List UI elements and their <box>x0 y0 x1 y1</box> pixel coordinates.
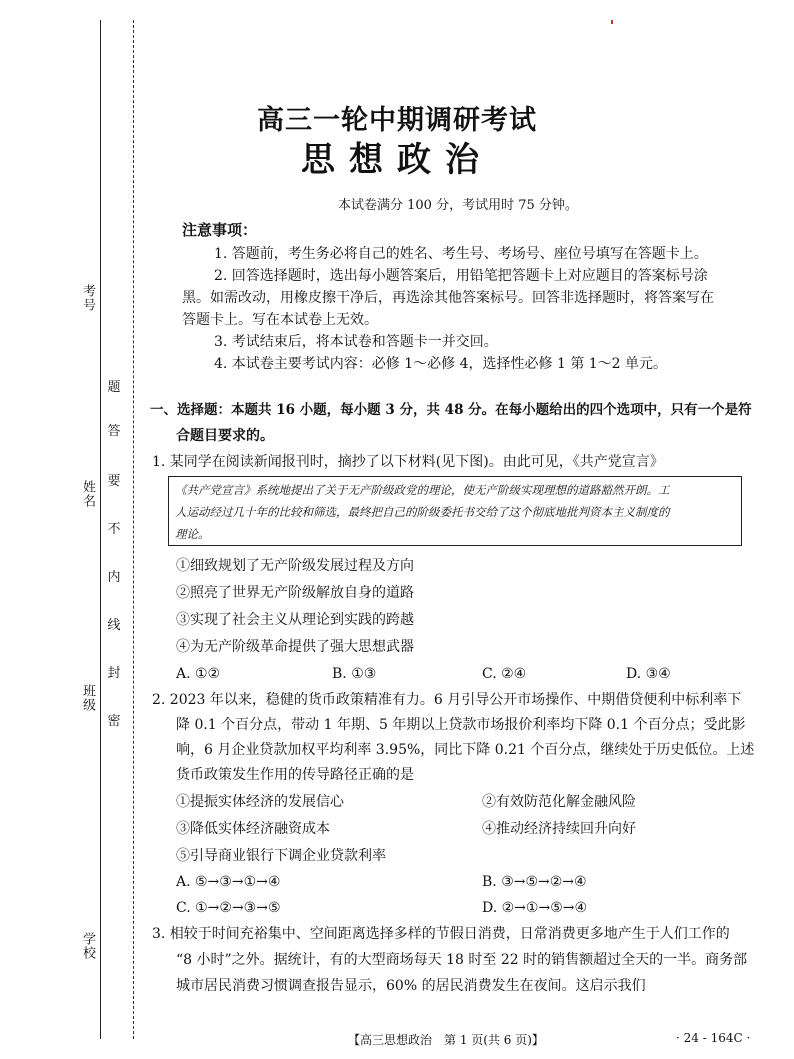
seal-char: 题 <box>107 380 121 395</box>
section-heading-cont: 合题目要求的。 <box>176 428 274 444</box>
q2-stem: 2. 2023 年以来，稳健的货币政策精准有力。6 月引导公开市场操作、中期借贷便利中标利率下 <box>152 692 742 708</box>
subject-title: 思想政治 <box>301 140 493 180</box>
q1-item: ④为无产阶级革命提供了强大思想武器 <box>176 639 414 655</box>
q2-item: ④推动经济持续回升向好 <box>482 821 636 837</box>
q3-stem: “8 小时”之外。据统计，有的大型商场每天 18 时至 22 时的销售额超过全天的一半。商务部 <box>176 952 748 968</box>
q3-stem: 城市居民消费习惯调查报告显示，60% 的居民消费发生在夜间。这启示我们 <box>176 978 646 994</box>
q1-option-b: B. ①③ <box>332 666 377 682</box>
school-label: 学校 <box>80 932 95 960</box>
seal-char: 不 <box>107 522 121 537</box>
seal-char: 线 <box>107 618 121 633</box>
name-label: 姓名 <box>80 480 95 508</box>
q2-item: ⑤引导商业银行下调企业贷款利率 <box>176 848 386 864</box>
q1-item: ③实现了社会主义从理论到实践的跨越 <box>176 612 414 628</box>
q1-quote-line: 人运动经过几十年的比较和筛选，最终把自己的阶级委托书交给了这个彻底地批判资本主义制度的 <box>175 505 670 519</box>
seal-char: 要 <box>107 474 121 489</box>
exam-number-label: 考号 <box>80 284 95 312</box>
q1-item: ①细致规划了无产阶级发展过程及方向 <box>176 558 414 574</box>
q2-stem: 货币政策发生作用的传导路径正确的是 <box>176 767 414 783</box>
notice-line: 4. 本试卷主要考试内容：必修 1～必修 4，选择性必修 1 第 1～2 单元。 <box>214 356 668 372</box>
q2-option-d: D. ②→①→⑤→④ <box>482 900 588 916</box>
section-heading: 一、选择题：本题共 16 小题，每小题 3 分，共 48 分。在每小题给出的四个选项中，只有一个是符 <box>150 402 752 418</box>
q2-item: ①提振实体经济的发展信心 <box>176 794 344 810</box>
q1-option-d: D. ③④ <box>626 666 671 682</box>
q1-stem: 1. 某同学在阅读新闻报刊时，摘抄了以下材料(见下图)。由此可见，《共产党宣言》 <box>152 454 664 470</box>
notice-line: 2. 回答选择题时，选出每小题答案后，用铅笔把答题卡上对应题目的答案标号涂 <box>214 268 708 284</box>
notice-line: 1. 答题前，考生务必将自己的姓名、考生号、考场号、座位号填写在答题卡上。 <box>214 246 708 262</box>
paper-code: · 24 - 164C · <box>676 1031 751 1045</box>
notice-heading: 注意事项： <box>182 221 258 239</box>
q1-option-a: A. ①② <box>176 666 221 682</box>
q2-stem: 降 0.1 个百分点，带动 1 年期、5 年期以上贷款市场报价利率均下降 0.1 个百分点；受此影 <box>176 717 746 733</box>
q2-item: ②有效防范化解金融风险 <box>482 794 636 810</box>
q1-quote-box <box>168 476 742 546</box>
ink-mark <box>611 20 613 24</box>
q1-quote-line: 理论。 <box>175 527 210 541</box>
q2-option-c: C. ①→②→③→⑤ <box>176 900 281 916</box>
exam-info: 本试卷满分 100 分，考试用时 75 分钟。 <box>338 198 578 213</box>
q1-quote-line: 《共产党宣言》系统地提出了关于无产阶级政党的理论，使无产阶级实现理想的道路豁然开朗。工 <box>175 483 670 497</box>
q2-option-b: B. ③→⑤→②→④ <box>482 874 587 890</box>
seal-char: 密 <box>107 714 121 729</box>
notice-line: 黑。如需改动，用橡皮擦干净后，再选涂其他答案标号。回答非选择题时，将答案写在 <box>182 290 714 306</box>
seal-char: 内 <box>107 570 121 585</box>
notice-line: 答题卡上。写在本试卷上无效。 <box>182 312 378 328</box>
q1-option-c: C. ②④ <box>482 666 527 682</box>
q2-item: ③降低实体经济融资成本 <box>176 821 330 837</box>
page-footer: 【高三思想政治 第 1 页(共 6 页)】 <box>348 1033 544 1047</box>
notice-line: 3. 考试结束后，将本试卷和答题卡一并交回。 <box>214 334 498 350</box>
q1-item: ②照亮了世界无产阶级解放自身的道路 <box>176 585 414 601</box>
class-label: 班级 <box>80 684 95 712</box>
q3-stem: 3. 相较于时间充裕集中、空间距离选择多样的节假日消费，日常消费更多地产生于人们工作的 <box>152 926 730 942</box>
exam-title: 高三一轮中期调研考试 <box>257 105 537 136</box>
q2-option-a: A. ⑤→③→①→④ <box>176 874 281 890</box>
q2-stem: 响，6 月企业贷款加权平均利率 3.95%，同比下降 0.21 个百分点，继续处于历史低位。上述 <box>176 742 755 758</box>
seal-char: 封 <box>107 666 121 681</box>
seal-char: 答 <box>107 424 121 439</box>
